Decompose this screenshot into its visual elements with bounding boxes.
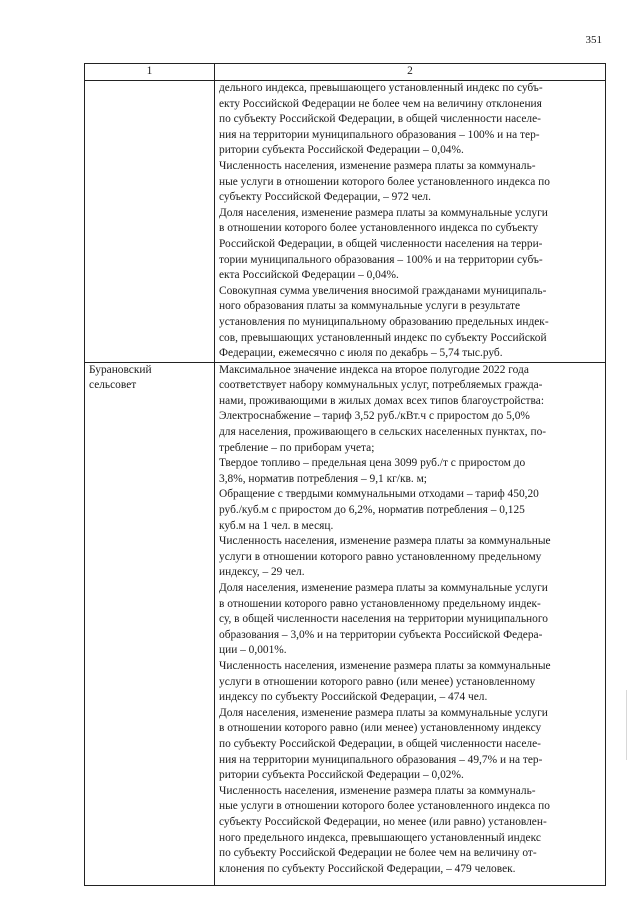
column-header-2: 2 [215, 64, 606, 81]
scan-edge-mark [626, 690, 627, 760]
description-cell: Максимальное значение индекса на второе полугодие 2022 года соответствует набору коммунальных услуг, потребляемых гражда- нами, проживающими в жилых домах всех типов благоустройства: Электроснабжение – тариф 3,52 руб./кВт.ч с приростом до 5,0% для населения, проживающего в сельских населенных пунктах, по- требление – по приборам учета; Твердое топливо – предельная цена 3099 руб./т с приростом до 3,8%, норматив потребления – 9,1 кг/кв. м; Обращение с твердыми коммунальными отходами – тариф 450,20 руб./куб.м с приростом до 6,2%, норматив потребления – 0,125 куб.м на 1 чел. в месяц. Численность населения, изменение размера платы за коммунальные услуги в отношении которого равно установленному предельному индексу, – 29 чел. Доля населения, изменение размера платы за коммунальные услуги в отношении которого равно установленному предельному индек- су, в общей численности населения на территории муниципального образования – 3,0% и на территории субъекта Российской Федера- ции – 0,001%. Численность населения, изменение размера платы за коммунальные услуги в отношении которого равно (или менее) установленному индексу по субъекту Российской Федерации, – 474 чел. Доля населения, изменение размера платы за коммунальные услуги в отношении которого равно (или менее) установленному индексу по субъекту Российской Федерации, в общей численности населе- ния на территории муниципального образования – 49,7% и на тер- ритории субъекта Российской Федерации – 0,02%. Численность населения, изменение размера платы за коммуналь- ные услуги в отношении которого более установленного индекса по субъекту Российской Федерации, но менее (или равно) установлен- ного предельного индекса, превышающего установленный индекс по субъекту Российской Федерации не более чем на величину от- клонения по субъекту Российской Федерации, – 479 человек. [215, 362, 606, 885]
column-header-1: 1 [85, 64, 215, 81]
municipality-name-cell: Бурановский сельсовет [85, 362, 215, 885]
page-number: 351 [585, 34, 602, 46]
data-table [84, 63, 606, 886]
table-header-row [85, 64, 606, 81]
table-row [85, 362, 606, 885]
description-cell: дельного индекса, превышающего установленный индекс по субъ- екту Российской Федерации не более чем на величину отклонения по субъекту Российской Федерации, в общей численности населе- ния на территории муниципального образования – 100% и на тер- ритории субъекта Российской Федерации – 0,04%. Численность населения, изменение размера платы за коммуналь- ные услуги в отношении которого более установленного индекса по субъекту Российской Федерации, – 972 чел. Доля населения, изменение размера платы за коммунальные услуги в отношении которого более установленного индекса по субъекту Российской Федерации, в общей численности населения на терри- тории муниципального образования – 100% и на территории субъ- екта Российской Федерации – 0,04%. Совокупная сумма увеличения вносимой гражданами муниципаль- ного образования платы за коммунальные услуги в результате установления по муниципальному образованию предельных индек- сов, превышающих установленный индекс по субъекту Российской Федерации, ежемесячно с июля по декабрь – 5,74 тыс.руб. [215, 81, 606, 363]
table-row [85, 81, 606, 363]
municipality-name-cell [85, 81, 215, 363]
